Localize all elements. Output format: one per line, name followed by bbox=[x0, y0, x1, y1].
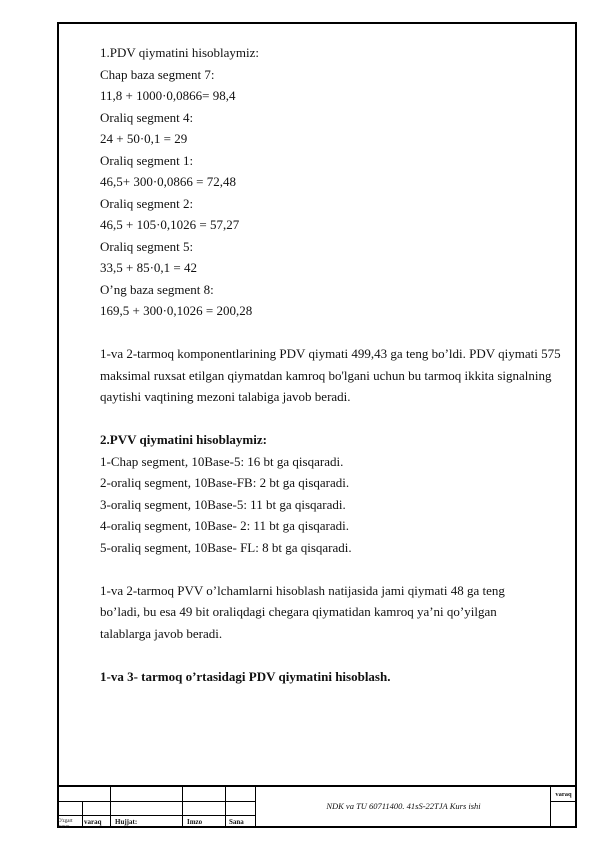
text-line: Chap baza segment 7: bbox=[100, 66, 215, 82]
text-line: 1.PDV qiymatini hisoblaymiz: bbox=[100, 45, 260, 60]
text-line: Oraliq segment 5: bbox=[100, 238, 194, 254]
heading-pvv: 2.PVV qiymatini hisoblaymiz: bbox=[100, 432, 267, 447]
text-line: Oraliq segment 1: bbox=[100, 152, 194, 168]
text-line: 4-oraliq segment, 10Base- 2: 11 bt ga qisqaradi. bbox=[100, 518, 349, 533]
document-title: NDK va TU 60711400. 41sS-22TJA Kurs ishi bbox=[326, 801, 481, 811]
text-line: 33,5 + 85·0,1 = 42 bbox=[100, 260, 197, 275]
text-line: 46,5+ 300·0,0866 = 72,48 bbox=[100, 174, 236, 189]
text-line: Oraliq segment 2: bbox=[100, 195, 194, 211]
text-line: 169,5 + 300·0,1026 = 200,28 bbox=[100, 303, 253, 318]
paragraph-pvv-result: 1-va 2-tarmoq PVV o’lchamlarni hisoblash natijasida jami qiymati 48 ga teng bo’ladi, bu esa 49 bit oraliqdagi chegara qiymatidan kamroq ya’ni qo’yilgan talablarga javob beradi. bbox=[100, 582, 505, 641]
label-imzo: Imzo bbox=[187, 818, 203, 826]
text-line: 5-oraliq segment, 10Base- FL: 8 bt ga qisqaradi. bbox=[100, 539, 352, 555]
document-body bbox=[100, 42, 580, 687]
text-line: Oraliq segment 4: bbox=[100, 109, 194, 125]
text-line: 24 + 50·0,1 = 29 bbox=[100, 131, 188, 146]
text-line: 3-oraliq segment, 10Base-5: 11 bt ga qisqaradi. bbox=[100, 496, 346, 512]
paragraph-pdv-result: 1-va 2-tarmoq komponentlarining PDV qiymati 499,43 ga teng bo’ldi. PDV qiymati 575 maksimal ruxsat etilgan qiymatdan kamroq bo'lgani uchun bu tarmoq ikkita signalning qaytishi vaqtining mezoni talabiga javob beradi. bbox=[100, 346, 561, 404]
label-sana: Sana bbox=[229, 818, 244, 826]
text-line: 11,8 + 1000·0,0866= 98,4 bbox=[100, 88, 236, 103]
label-ozgart: O'zgart bbox=[58, 819, 73, 824]
text-line: 2-oraliq segment, 10Base-FB: 2 bt ga qisqaradi. bbox=[100, 475, 350, 490]
label-varaq: varaq bbox=[84, 818, 102, 826]
text-line: O’ng baza segment 8: bbox=[100, 281, 214, 297]
label-hujjat: Hujjat: bbox=[115, 818, 138, 826]
label-mmm: mmm bbox=[58, 825, 70, 830]
text-line: 1-Chap segment, 10Base-5: 16 bt ga qisqaradi. bbox=[100, 453, 344, 469]
title-block bbox=[57, 785, 577, 828]
text-line: 46,5 + 105·0,1026 = 57,27 bbox=[100, 217, 240, 232]
heading-pdv-1-3: 1-va 3- tarmoq o’rtasidagi PDV qiymatini hisoblash. bbox=[100, 668, 391, 684]
label-varaq-right: varaq bbox=[555, 791, 572, 798]
